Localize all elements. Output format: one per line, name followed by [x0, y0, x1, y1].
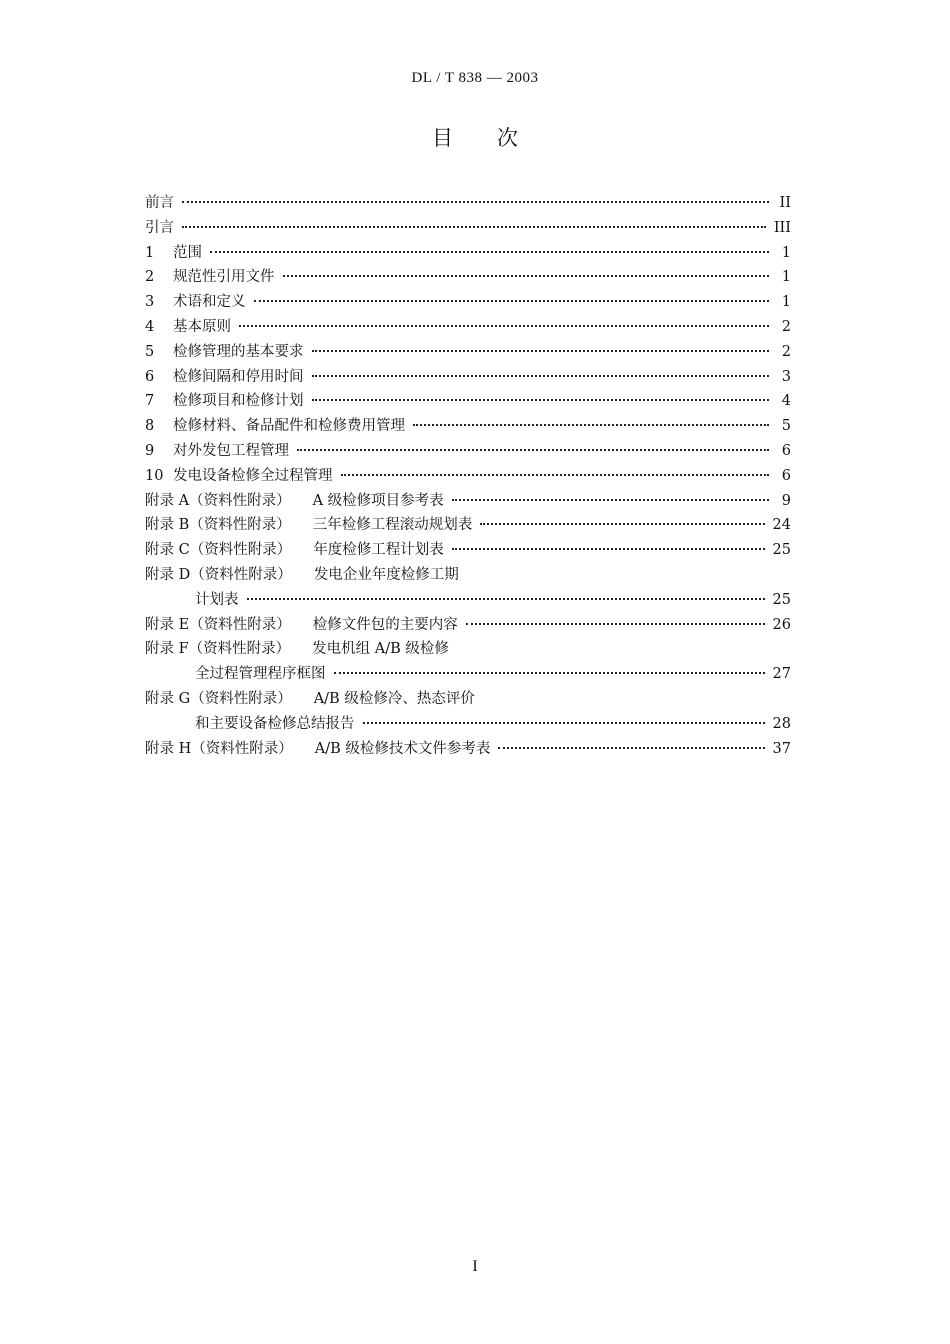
toc-entry[interactable] — [145, 538, 791, 563]
toc-entry[interactable] — [145, 216, 791, 241]
toc-entry[interactable] — [145, 464, 791, 489]
toc-entry-page: II — [779, 195, 791, 211]
dot-leader — [413, 424, 769, 426]
toc-entry-subtitle: 发电机组 A/B 级检修 — [312, 641, 449, 658]
toc-entry-page: 25 — [772, 591, 791, 608]
toc-entry[interactable] — [145, 687, 791, 712]
toc-entry-subtitle: 检修文件包的主要内容 — [312, 616, 458, 633]
toc-entry[interactable] — [145, 489, 791, 514]
dot-leader — [312, 399, 770, 401]
toc-entry-number: 4 — [145, 318, 155, 335]
toc-entry-label: 检修管理的基本要求 — [173, 343, 304, 360]
toc-entry-page: III — [773, 219, 791, 236]
dot-leader — [341, 474, 770, 476]
standard-number-header: DL / T 838 — 2003 — [411, 70, 539, 86]
dot-leader — [182, 226, 766, 228]
toc-entry-page: 24 — [772, 517, 791, 534]
toc-entry-label: 附录 D（资料性附录） — [145, 566, 292, 583]
toc-entry-label: 基本原则 — [173, 318, 231, 335]
toc-entry-label: 计划表 — [195, 591, 239, 608]
dot-leader — [498, 747, 764, 749]
toc-entry-label: 对外发包工程管理 — [173, 442, 289, 459]
dot-leader — [466, 623, 765, 625]
toc-entry-number: 6 — [145, 368, 155, 385]
toc-entry-page: 1 — [781, 269, 791, 286]
toc-entry[interactable] — [145, 365, 791, 390]
dot-leader — [363, 722, 765, 724]
toc-entry-number: 10 — [145, 467, 164, 484]
toc-entry-number: 1 — [145, 244, 155, 261]
toc-entry-label: 前言 — [145, 195, 174, 211]
toc-entry[interactable] — [145, 712, 791, 737]
toc-entry[interactable] — [145, 191, 791, 216]
dot-leader — [334, 672, 765, 674]
toc-entry-page: 3 — [781, 368, 791, 385]
toc-entry[interactable] — [145, 737, 791, 762]
toc-entry-subtitle: A 级检修项目参考表 — [312, 492, 444, 509]
toc-entry-subtitle: A/B 级检修技术文件参考表 — [314, 740, 491, 757]
toc-entry-label: 附录 A（资料性附录） — [145, 492, 291, 509]
toc-entry[interactable] — [145, 637, 791, 662]
toc-entry-subtitle: 年度检修工程计划表 — [313, 542, 444, 559]
toc-entry-label: 附录 C（资料性附录） — [145, 542, 292, 559]
toc-entry-page: 2 — [781, 343, 791, 360]
toc-entry[interactable] — [145, 662, 791, 687]
toc-entry-page: 27 — [772, 666, 791, 683]
toc-entry-page: 28 — [772, 715, 791, 732]
toc-entry-page: 26 — [772, 616, 791, 633]
toc-entry-page: 25 — [772, 542, 791, 559]
toc-entry[interactable] — [145, 315, 791, 340]
toc-entry[interactable] — [145, 439, 791, 464]
toc-entry-number: 3 — [145, 294, 155, 311]
page-number: I — [472, 1258, 478, 1275]
toc-entry-label: 检修材料、备品配件和检修费用管理 — [173, 418, 405, 435]
toc-entry-subtitle: 三年检修工程滚动规划表 — [312, 517, 473, 534]
toc-entry[interactable] — [145, 241, 791, 266]
dot-leader — [480, 523, 764, 525]
toc-entry-number: 2 — [145, 269, 155, 286]
toc-entry-subtitle: A/B 级检修冷、热态评价 — [313, 690, 475, 707]
toc-entry-label: 检修间隔和停用时间 — [173, 368, 304, 385]
dot-leader — [283, 275, 770, 277]
table-of-contents — [145, 191, 791, 761]
toc-entry[interactable] — [145, 513, 791, 538]
dot-leader — [247, 598, 765, 600]
toc-entry[interactable] — [145, 290, 791, 315]
toc-entry[interactable] — [145, 588, 791, 613]
toc-entry-number: 5 — [145, 343, 155, 360]
dot-leader — [254, 300, 770, 302]
toc-entry-label: 范围 — [173, 244, 202, 261]
toc-entry-label: 术语和定义 — [173, 294, 246, 311]
dot-leader — [297, 449, 769, 451]
page-title — [0, 122, 950, 152]
toc-entry-label: 附录 F（资料性附录） — [145, 641, 291, 658]
dot-leader — [312, 350, 770, 352]
toc-entry[interactable] — [145, 265, 791, 290]
toc-entry-number: 8 — [145, 418, 155, 435]
toc-entry-page: 4 — [781, 393, 791, 410]
toc-entry-label: 附录 E（资料性附录） — [145, 616, 291, 633]
toc-entry-page: 37 — [772, 740, 791, 757]
toc-entry[interactable] — [145, 414, 791, 439]
toc-entry-label: 规范性引用文件 — [173, 269, 275, 286]
toc-entry-label: 附录 H（资料性附录） — [145, 740, 293, 757]
toc-entry-page: 1 — [781, 294, 791, 311]
dot-leader — [312, 375, 770, 377]
toc-entry[interactable] — [145, 613, 791, 638]
toc-entry[interactable] — [145, 389, 791, 414]
toc-entry-page: 6 — [781, 442, 791, 459]
toc-entry-page: 2 — [781, 318, 791, 335]
toc-entry[interactable] — [145, 563, 791, 588]
dot-leader — [182, 201, 769, 203]
toc-entry-label: 检修项目和检修计划 — [173, 393, 304, 410]
dot-leader — [239, 325, 769, 327]
dot-leader — [452, 499, 769, 501]
toc-entry[interactable] — [145, 340, 791, 365]
dot-leader — [210, 251, 769, 253]
toc-entry-subtitle: 发电企业年度检修工期 — [313, 566, 459, 583]
toc-entry-page: 1 — [781, 244, 791, 261]
title-char-2: 次 — [497, 126, 518, 150]
toc-entry-label: 和主要设备检修总结报告 — [195, 715, 355, 732]
toc-entry-number: 7 — [145, 393, 155, 410]
toc-entry-label: 发电设备检修全过程管理 — [173, 467, 333, 484]
toc-entry-label: 引言 — [145, 219, 174, 236]
toc-entry-label: 全过程管理程序框图 — [195, 666, 326, 683]
toc-entry-number: 9 — [145, 442, 155, 459]
toc-entry-page: 6 — [781, 467, 791, 484]
dot-leader — [452, 548, 765, 550]
toc-entry-page: 5 — [781, 418, 791, 435]
toc-entry-label: 附录 G（资料性附录） — [145, 690, 292, 707]
toc-entry-label: 附录 B（资料性附录） — [145, 517, 291, 534]
title-char-1: 目 — [432, 126, 453, 150]
toc-entry-page: 9 — [781, 492, 791, 509]
